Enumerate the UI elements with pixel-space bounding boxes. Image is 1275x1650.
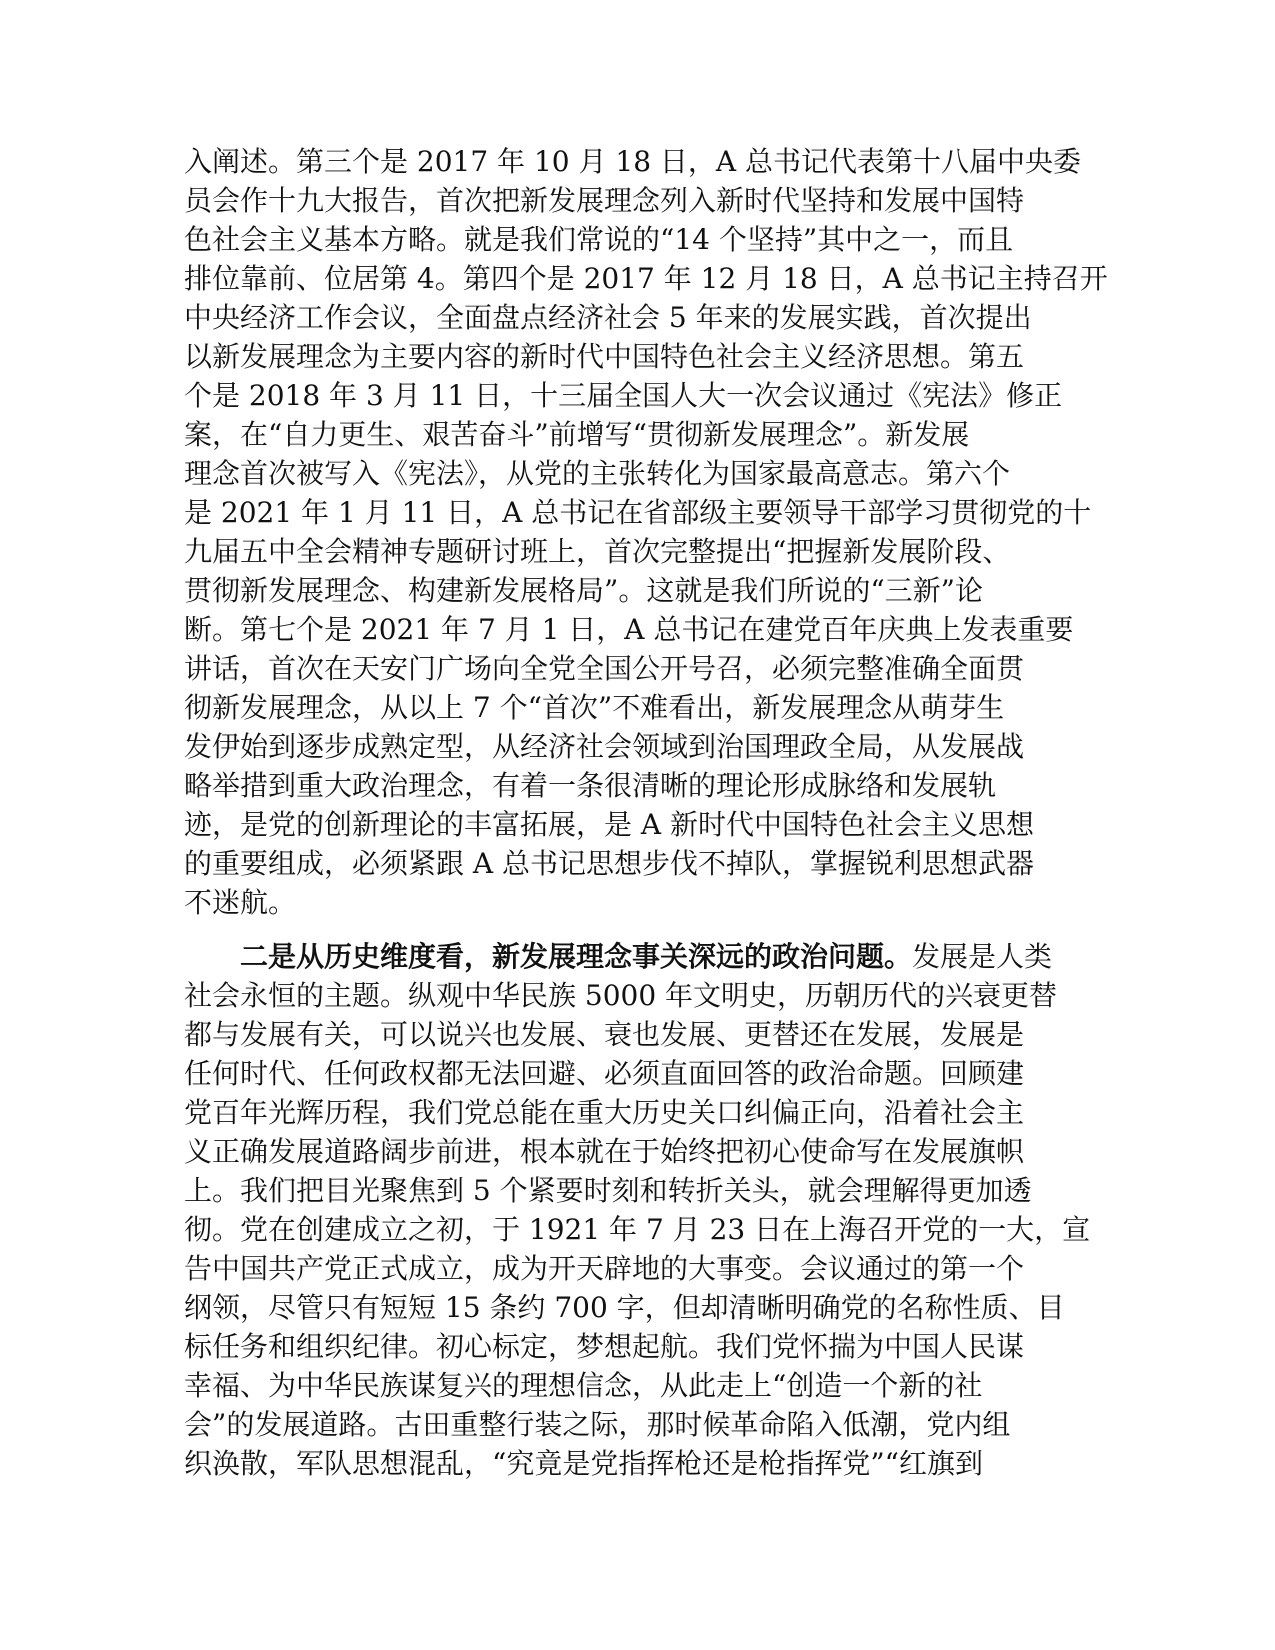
paragraph-gap — [184, 922, 1044, 937]
text-line: 纲领，尽管只有短短 15 条约 700 字，但却清晰明确党的名称性质、目 — [184, 1291, 1065, 1324]
text-line: 都与发展有关，可以说兴也发展、衰也发展、更替还在发展，发展是 — [184, 1018, 1025, 1051]
text-line: 入阐述。第三个是 2017 年 10 月 18 日，A 总书记代表第十八届中央委 — [184, 145, 1082, 178]
text-line: 上。我们把目光聚焦到 5 个紧要时刻和转折关头，就会理解得更加透 — [184, 1174, 1032, 1207]
text-line: 标任务和组织纪律。初心标定，梦想起航。我们党怀揣为中国人民谋 — [184, 1330, 1025, 1363]
text-line: 幸福、为中华民族谋复兴的理想信念，从此走上“创造一个新的社 — [184, 1369, 983, 1402]
text-line: 任何时代、任何政权都无法回避、必须直面回答的政治命题。回顾建 — [184, 1057, 1025, 1090]
text-line: 以新发展理念为主要内容的新时代中国特色社会主义经济思想。第五 — [184, 340, 1025, 373]
text-line: 个是 2018 年 3 月 11 日，十三届全国人大一次会议通过《宪法》修正 — [184, 379, 1063, 412]
text-line: 发伊始到逐步成熟定型，从经济社会领域到治国理政全局，从发展战 — [184, 730, 1025, 763]
text-line: 义正确发展道路阔步前进，根本就在于始终把初心使命写在发展旗帜 — [184, 1135, 1025, 1168]
text-line: 社会永恒的主题。纵观中华民族 5000 年文明史，历朝历代的兴衰更替 — [184, 979, 1058, 1012]
text-line: 色社会主义基本方略。就是我们常说的“14 个坚持”其中之一，而且 — [184, 223, 1014, 256]
text-line: 排位靠前、位居第 4。第四个是 2017 年 12 月 18 日，A 总书记主持召开 — [184, 262, 1108, 295]
paragraph-2-heading: 二是从历史维度看，新发展理念事关深远的政治问题。 — [240, 940, 913, 973]
paragraph-1 — [184, 142, 1108, 922]
body-text — [184, 142, 1108, 1483]
text-line: 断。第七个是 2021 年 7 月 1 日，A 总书记在建党百年庆典上发表重要 — [184, 613, 1074, 646]
text-line: 告中国共产党正式成立，成为开天辟地的大事变。会议通过的第一个 — [184, 1252, 1025, 1285]
paragraph-2-first-line-rest: 发展是人类 — [912, 940, 1053, 973]
text-line: 案，在“自力更生、艰苦奋斗”前增写“贯彻新发展理念”。新发展 — [184, 418, 970, 451]
text-line: 中央经济工作会议，全面盘点经济社会 5 年来的发展实践，首次提出 — [184, 301, 1032, 334]
text-line: 九届五中全会精神专题研讨班上，首次完整提出“把握新发展阶段、 — [184, 535, 1011, 568]
paragraph-2-first-line — [184, 937, 1053, 976]
text-line: 讲话，首次在天安门广场向全党全国公开号召，必须完整准确全面贯 — [184, 652, 1025, 685]
text-line: 的重要组成，必须紧跟 A 总书记思想步伐不掉队，掌握锐利思想武器 — [184, 847, 1035, 880]
text-line: 会”的发展道路。古田重整行装之际，那时候革命陷入低潮，党内组 — [184, 1408, 1011, 1441]
text-line: 贯彻新发展理念、构建新发展格局”。这就是我们所说的“三新”论 — [184, 574, 983, 607]
text-line: 理念首次被写入《宪法》，从党的主张转化为国家最高意志。第六个 — [184, 457, 1011, 490]
text-line: 是 2021 年 1 月 11 日，A 总书记在省部级主要领导干部学习贯彻党的十 — [184, 496, 1092, 529]
text-line: 略举措到重大政治理念，有着一条很清晰的理论形成脉络和发展轨 — [184, 769, 997, 802]
text-line: 员会作十九大报告，首次把新发展理念列入新时代坚持和发展中国特 — [184, 184, 1025, 217]
text-line: 不迷航。 — [184, 886, 297, 919]
text-line: 党百年光辉历程，我们党总能在重大历史关口纠偏正向，沿着社会主 — [184, 1096, 1025, 1129]
text-line: 迹，是党的创新理论的丰富拓展，是 A 新时代中国特色社会主义思想 — [184, 808, 1035, 841]
text-line: 织涣散，军队思想混乱，“究竟是党指挥枪还是枪指挥党”“红旗到 — [184, 1447, 983, 1480]
text-line: 彻新发展理念，从以上 7 个“首次”不难看出，新发展理念从萌芽生 — [184, 691, 1005, 724]
paragraph-2 — [184, 937, 1091, 1483]
text-line: 彻。党在创建成立之初，于 1921 年 7 月 23 日在上海召开党的一大，宣 — [184, 1213, 1091, 1246]
